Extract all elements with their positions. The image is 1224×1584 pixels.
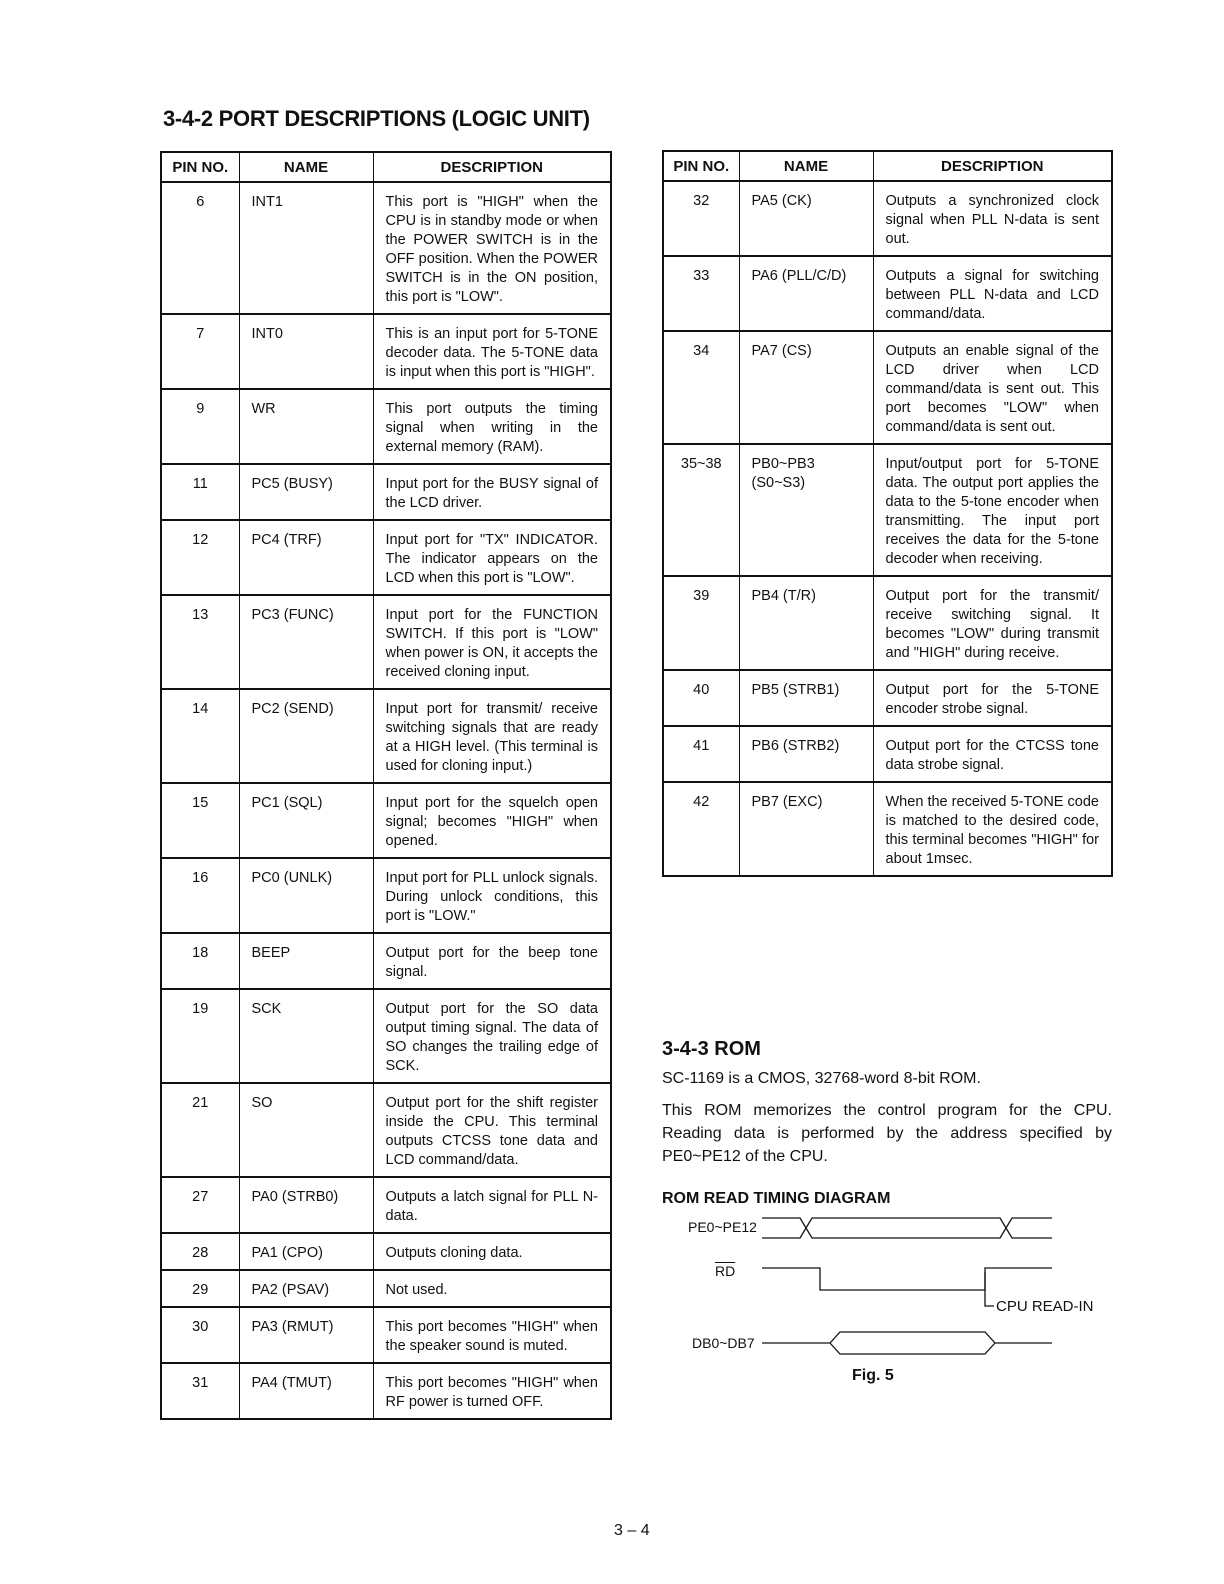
table-row bbox=[663, 256, 1112, 331]
table-row bbox=[663, 782, 1112, 876]
pin-number: 30 bbox=[161, 1307, 239, 1363]
port-description: Outputs a signal for switching between PLL N-data and LCD command/data. bbox=[873, 256, 1112, 331]
pin-number: 41 bbox=[663, 726, 739, 782]
signal-label-rd: $\overline{RD}$ bbox=[715, 1263, 736, 1279]
port-description: When the received 5-TONE code is matched to the desired code, this terminal becomes "HIGH" for about 1msec. bbox=[873, 782, 1112, 876]
port-name: PA1 (CPO) bbox=[239, 1233, 373, 1270]
port-name: PC5 (BUSY) bbox=[239, 464, 373, 520]
rd-waveform bbox=[762, 1268, 1052, 1290]
figure-caption: Fig. 5 bbox=[852, 1367, 894, 1384]
pin-number: 27 bbox=[161, 1177, 239, 1233]
pe-waveform bbox=[762, 1218, 1052, 1238]
port-description: Output port for the SO data output timing signal. The data of SO changes the trailing edge of SCK. bbox=[373, 989, 611, 1083]
pin-number: 15 bbox=[161, 783, 239, 858]
port-name: INT1 bbox=[239, 182, 373, 314]
pin-number: 21 bbox=[161, 1083, 239, 1177]
port-name: PA5 (CK) bbox=[739, 181, 873, 256]
header-name: NAME bbox=[739, 151, 873, 181]
port-description: Input port for the BUSY signal of the LCD driver. bbox=[373, 464, 611, 520]
port-name: PA7 (CS) bbox=[739, 331, 873, 444]
table-row bbox=[161, 389, 611, 464]
port-name: PA2 (PSAV) bbox=[239, 1270, 373, 1307]
port-description: Input port for the FUNCTION SWITCH. If this port is "LOW" when power is ON, it accepts the received cloning input. bbox=[373, 595, 611, 689]
pin-number: 11 bbox=[161, 464, 239, 520]
cpu-read-in-label: CPU READ-IN bbox=[996, 1298, 1094, 1315]
table-row bbox=[161, 182, 611, 314]
header-pin-no: PIN NO. bbox=[161, 152, 239, 182]
port-name: WR bbox=[239, 389, 373, 464]
section-title: 3-4-2 PORT DESCRIPTIONS (LOGIC UNIT) bbox=[163, 106, 590, 131]
table-row bbox=[663, 181, 1112, 256]
pin-number: 13 bbox=[161, 595, 239, 689]
port-name: PB7 (EXC) bbox=[739, 782, 873, 876]
port-name: PC1 (SQL) bbox=[239, 783, 373, 858]
port-description: This is an input port for 5-TONE decoder data. The 5-TONE data is input when this port is "HIGH". bbox=[373, 314, 611, 389]
port-name: INT0 bbox=[239, 314, 373, 389]
rom-read-timing-diagram bbox=[760, 1210, 1060, 1360]
table-row bbox=[161, 1307, 611, 1363]
port-description: Outputs a latch signal for PLL N-data. bbox=[373, 1177, 611, 1233]
port-name: BEEP bbox=[239, 933, 373, 989]
table-row bbox=[161, 783, 611, 858]
port-name: PC2 (SEND) bbox=[239, 689, 373, 783]
port-description: Input port for the squelch open signal; becomes "HIGH" when opened. bbox=[373, 783, 611, 858]
cpu-read-in-marker bbox=[985, 1272, 994, 1306]
port-name: PC4 (TRF) bbox=[239, 520, 373, 595]
port-description: Outputs cloning data. bbox=[373, 1233, 611, 1270]
timing-diagram-title: ROM READ TIMING DIAGRAM bbox=[662, 1190, 891, 1207]
port-table-left bbox=[160, 151, 612, 1420]
rom-paragraph-2: This ROM memorizes the control program for the CPU. Reading data is performed by the address specified by PE0~PE12 of the CPU. bbox=[662, 1102, 1112, 1165]
port-description: This port is "HIGH" when the CPU is in standby mode or when the POWER SWITCH is in the OFF position. When the POWER SWITCH is in the ON position, this port is "LOW". bbox=[373, 182, 611, 314]
header-description: DESCRIPTION bbox=[373, 152, 611, 182]
table-row bbox=[161, 1083, 611, 1177]
port-name: PB6 (STRB2) bbox=[739, 726, 873, 782]
pin-number: 32 bbox=[663, 181, 739, 256]
pin-number: 33 bbox=[663, 256, 739, 331]
pin-number: 18 bbox=[161, 933, 239, 989]
page-number: 3 – 4 bbox=[614, 1522, 650, 1539]
table-row bbox=[161, 1270, 611, 1307]
port-description: Output port for the shift register inside the CPU. This terminal outputs CTCSS tone data and LCD command/data. bbox=[373, 1083, 611, 1177]
port-description: This port becomes "HIGH" when RF power is turned OFF. bbox=[373, 1363, 611, 1419]
pin-number: 7 bbox=[161, 314, 239, 389]
table-row bbox=[663, 331, 1112, 444]
port-description: Output port for the transmit/ receive switching signal. It becomes "LOW" during transmit and "HIGH" during receive. bbox=[873, 576, 1112, 670]
signal-label-db: DB0~DB7 bbox=[692, 1335, 755, 1351]
pin-number: 9 bbox=[161, 389, 239, 464]
port-description: Output port for the CTCSS tone data strobe signal. bbox=[873, 726, 1112, 782]
pin-number: 12 bbox=[161, 520, 239, 595]
signal-label-pe: PE0~PE12 bbox=[688, 1219, 757, 1235]
pin-number: 40 bbox=[663, 670, 739, 726]
table-row bbox=[161, 520, 611, 595]
rom-heading: 3-4-3 ROM bbox=[662, 1038, 761, 1060]
pin-number: 39 bbox=[663, 576, 739, 670]
db-waveform bbox=[762, 1332, 1052, 1354]
port-description: Input port for "TX" INDICATOR. The indicator appears on the LCD when this port is "LOW". bbox=[373, 520, 611, 595]
port-name: PC0 (UNLK) bbox=[239, 858, 373, 933]
port-name: PA4 (TMUT) bbox=[239, 1363, 373, 1419]
pin-number: 31 bbox=[161, 1363, 239, 1419]
port-name: PB5 (STRB1) bbox=[739, 670, 873, 726]
port-name: SO bbox=[239, 1083, 373, 1177]
header-pin-no: PIN NO. bbox=[663, 151, 739, 181]
rom-paragraph-1: SC-1169 is a CMOS, 32768-word 8-bit ROM. bbox=[662, 1070, 981, 1087]
port-name: PA0 (STRB0) bbox=[239, 1177, 373, 1233]
port-name: PC3 (FUNC) bbox=[239, 595, 373, 689]
header-name: NAME bbox=[239, 152, 373, 182]
port-name: PB0~PB3 (S0~S3) bbox=[739, 444, 873, 576]
table-row bbox=[663, 576, 1112, 670]
header-description: DESCRIPTION bbox=[873, 151, 1112, 181]
pin-number: 16 bbox=[161, 858, 239, 933]
table-row bbox=[663, 444, 1112, 576]
port-description: Not used. bbox=[373, 1270, 611, 1307]
pin-number: 29 bbox=[161, 1270, 239, 1307]
pin-number: 6 bbox=[161, 182, 239, 314]
port-description: Input/output port for 5-TONE data. The output port applies the data to the 5-tone encoder when transmitting. The input port receives the data for the 5-tone decoder when receiving. bbox=[873, 444, 1112, 576]
pin-number: 19 bbox=[161, 989, 239, 1083]
port-description: Outputs a synchronized clock signal when PLL N-data is sent out. bbox=[873, 181, 1112, 256]
port-name: PA6 (PLL/C/D) bbox=[739, 256, 873, 331]
pin-number: 14 bbox=[161, 689, 239, 783]
table-row bbox=[161, 1177, 611, 1233]
port-name: PA3 (RMUT) bbox=[239, 1307, 373, 1363]
table-row bbox=[161, 1363, 611, 1419]
port-description: Outputs an enable signal of the LCD driver when LCD command/data is sent out. This port becomes "LOW" when command/data is sent out. bbox=[873, 331, 1112, 444]
port-description: Output port for the 5-TONE encoder strobe signal. bbox=[873, 670, 1112, 726]
port-description: This port becomes "HIGH" when the speaker sound is muted. bbox=[373, 1307, 611, 1363]
table-row bbox=[663, 670, 1112, 726]
table-row bbox=[161, 464, 611, 520]
table-row bbox=[161, 595, 611, 689]
pin-number: 42 bbox=[663, 782, 739, 876]
port-description: This port outputs the timing signal when writing in the external memory (RAM). bbox=[373, 389, 611, 464]
port-description: Input port for PLL unlock signals. During unlock conditions, this port is "LOW." bbox=[373, 858, 611, 933]
port-table-right bbox=[662, 150, 1113, 877]
table-row bbox=[161, 689, 611, 783]
table-row bbox=[161, 933, 611, 989]
table-row bbox=[161, 858, 611, 933]
pin-number: 34 bbox=[663, 331, 739, 444]
table-row bbox=[663, 726, 1112, 782]
table-row bbox=[161, 314, 611, 389]
port-name: PB4 (T/R) bbox=[739, 576, 873, 670]
pin-number: 35~38 bbox=[663, 444, 739, 576]
pin-number: 28 bbox=[161, 1233, 239, 1270]
port-description: Input port for transmit/ receive switching signals that are ready at a HIGH level. (This terminal is used for cloning input.) bbox=[373, 689, 611, 783]
port-description: Output port for the beep tone signal. bbox=[373, 933, 611, 989]
table-row bbox=[161, 989, 611, 1083]
port-name: SCK bbox=[239, 989, 373, 1083]
table-row bbox=[161, 1233, 611, 1270]
